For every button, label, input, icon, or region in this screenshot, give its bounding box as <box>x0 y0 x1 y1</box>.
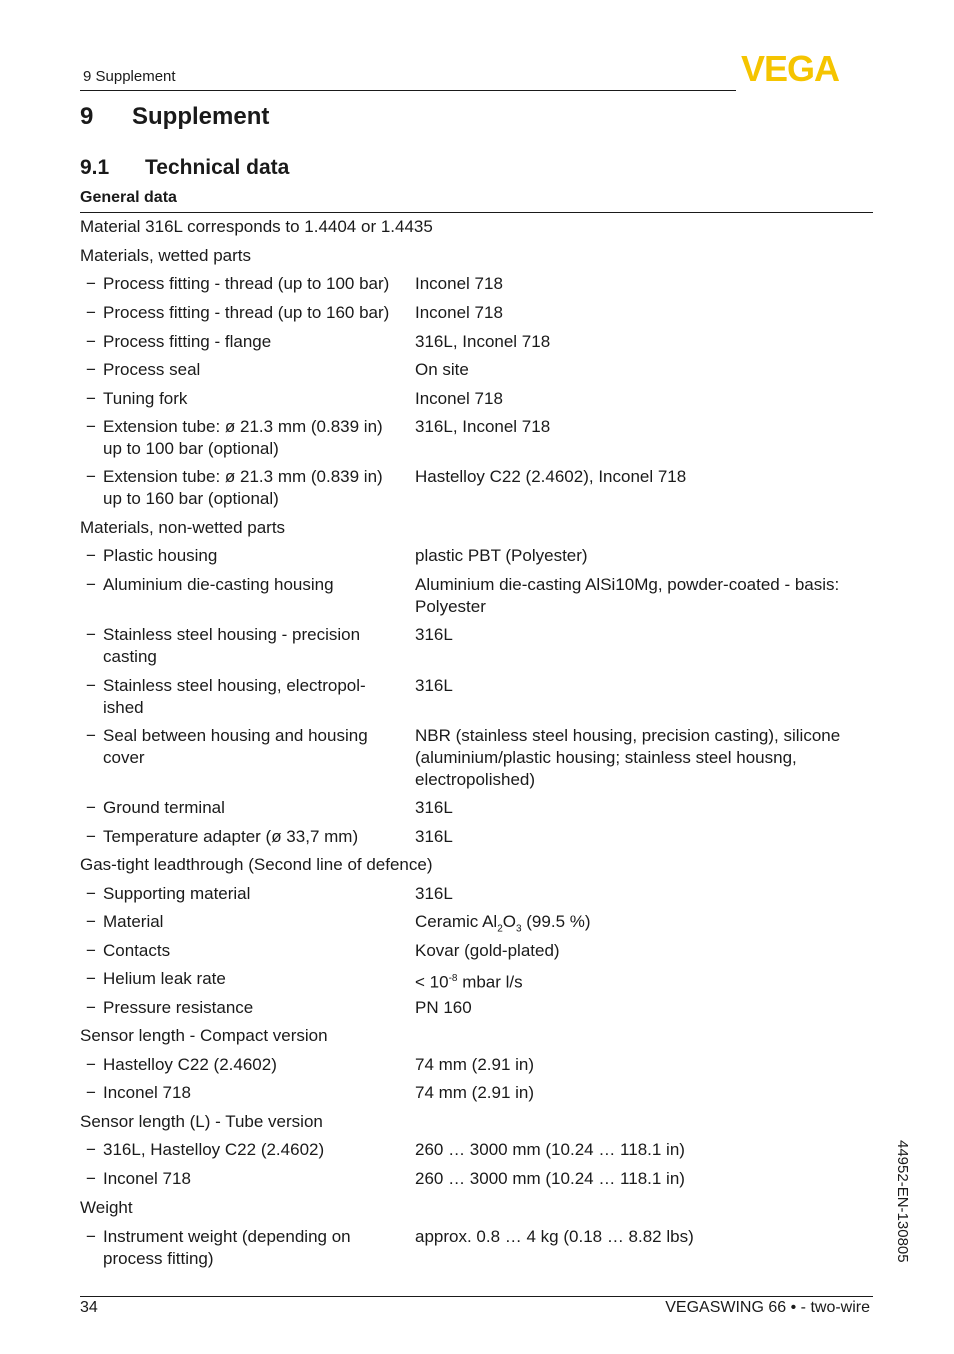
spec-value: 74 mm (2.91 in) <box>415 1083 535 1102</box>
spec-value: 74 mm (2.91 in) <box>415 1055 535 1074</box>
spec-label-text: Seal between housing and housing cover <box>103 726 368 767</box>
spec-label-text: Helium leak rate <box>103 969 226 988</box>
spec-value: 316L <box>415 625 453 644</box>
spec-label <box>86 624 406 668</box>
vega-logo <box>741 52 873 84</box>
bullet-dash: − <box>86 827 96 846</box>
spec-label-text: Tuning fork <box>103 389 188 408</box>
spec-label-text: Stainless steel housing - precision casting <box>103 625 361 666</box>
bullet-dash: − <box>86 1169 96 1188</box>
spec-value: 316L <box>415 884 453 903</box>
subsection-heading: General data <box>80 189 177 206</box>
spec-label-text: Contacts <box>103 941 171 960</box>
spec-value: Ceramic $Al_2O_3$ (99.5 %) <box>415 912 591 935</box>
group-label: Sensor length - Compact version <box>80 1026 328 1045</box>
spec-value: 260 … 3000 mm (10.24 … 118.1 in) <box>415 1140 685 1159</box>
spec-label <box>86 675 406 719</box>
bullet-dash: − <box>86 912 96 931</box>
spec-value: Kovar (gold-plated) <box>415 941 560 960</box>
bullet-dash: − <box>86 360 96 379</box>
bullet-dash: − <box>86 941 96 960</box>
spec-label <box>86 725 406 769</box>
spec-label <box>86 911 406 933</box>
group-label: Materials, wetted parts <box>80 246 252 265</box>
spec-label <box>86 331 406 353</box>
spec-label-text: Supporting material <box>103 884 251 903</box>
spec-value: approx. 0.8 … 4 kg (0.18 … 8.82 lbs) <box>415 1227 694 1246</box>
spec-label <box>86 968 406 990</box>
spec-label <box>86 545 406 567</box>
spec-label <box>86 997 406 1019</box>
spec-label-text: Process fitting - thread (up to 160 bar) <box>103 303 390 322</box>
spec-label <box>86 359 406 381</box>
spec-label <box>86 1054 406 1076</box>
bullet-dash: − <box>86 884 96 903</box>
spec-label-text: Process seal <box>103 360 201 379</box>
spec-label-text: Material <box>103 912 164 931</box>
spec-label <box>86 1139 406 1161</box>
spec-label <box>86 466 406 510</box>
spec-label-text: Aluminium die-casting housing <box>103 575 334 594</box>
bullet-dash: − <box>86 332 96 351</box>
product-name: VEGASWING 66 • - two-wire <box>665 1299 870 1316</box>
spec-label <box>86 1082 406 1104</box>
spec-value: 316L <box>415 676 453 695</box>
section-title: Technical data <box>145 156 290 179</box>
spec-value: Hastelloy C22 (2.4602), Inconel 718 <box>415 467 687 486</box>
spec-label-text: Process fitting - thread (up to 100 bar) <box>103 274 390 293</box>
spec-value: NBR (stainless steel housing, precision casting), silicone (aluminium/plastic housing; stainless steel housng, electropolished) <box>415 726 841 789</box>
spec-label-text: Pressure resistance <box>103 998 254 1017</box>
spec-value: PN 160 <box>415 998 472 1017</box>
spec-value: < $10^{-8}$ mbar l/s <box>415 972 523 992</box>
group-label: Materials, non-wetted parts <box>80 518 286 537</box>
bullet-dash: − <box>86 417 96 436</box>
spec-label-text: Process fitting - flange <box>103 332 272 351</box>
document-code: 44952-EN-130805 <box>894 1140 911 1263</box>
spec-label <box>86 273 406 295</box>
bullet-dash: − <box>86 969 96 988</box>
spec-value: Inconel 718 <box>415 303 503 322</box>
bullet-dash: − <box>86 1227 96 1246</box>
spec-label-text: Stainless steel housing, electropol-ished <box>103 676 366 717</box>
spec-value: Aluminium die-casting AlSi10Mg, powder-coated - basis: Polyester <box>415 575 840 616</box>
spec-value: Inconel 718 <box>415 389 503 408</box>
spec-label-text: 316L, Hastelloy C22 (2.4602) <box>103 1140 325 1159</box>
spec-label-text: Extension tube: ø 21.3 mm (0.839 in) up to 160 bar (optional) <box>103 467 383 508</box>
chapter-heading <box>80 103 269 131</box>
spec-value: Inconel 718 <box>415 274 503 293</box>
subsection-rule <box>80 212 873 213</box>
bullet-dash: − <box>86 1083 96 1102</box>
spec-label-text: Instrument weight (depending on process fitting) <box>103 1227 351 1268</box>
bullet-dash: − <box>86 676 96 695</box>
bullet-dash: − <box>86 389 96 408</box>
group-label: Gas-tight leadthrough (Second line of defence) <box>80 855 433 874</box>
spec-label-text: Temperature adapter (ø 33,7 mm) <box>103 827 359 846</box>
spec-label <box>86 797 406 819</box>
spec-label <box>86 883 406 905</box>
bullet-dash: − <box>86 798 96 817</box>
page-number: 34 <box>80 1299 98 1316</box>
spec-label <box>86 940 406 962</box>
bullet-dash: − <box>86 575 96 594</box>
spec-label-text: Ground terminal <box>103 798 225 817</box>
bullet-dash: − <box>86 303 96 322</box>
bullet-dash: − <box>86 546 96 565</box>
section-heading <box>80 156 289 180</box>
section-number: 9.1 <box>80 156 110 179</box>
spec-label <box>86 416 406 460</box>
chapter-number: 9 <box>80 103 94 130</box>
spec-value: On site <box>415 360 469 379</box>
spec-value: 316L, Inconel 718 <box>415 332 551 351</box>
spec-label-text: Inconel 718 <box>103 1083 191 1102</box>
chapter-title: Supplement <box>132 103 270 130</box>
spec-value: 316L <box>415 827 453 846</box>
group-label: Sensor length (L) - Tube version <box>80 1112 323 1131</box>
spec-label <box>86 826 406 848</box>
spec-label <box>86 1226 406 1270</box>
footer-rule <box>80 1296 873 1297</box>
group-label: Weight <box>80 1198 133 1217</box>
spec-label <box>86 388 406 410</box>
bullet-dash: − <box>86 467 96 486</box>
spec-label-text: Inconel 718 <box>103 1169 191 1188</box>
bullet-dash: − <box>86 998 96 1017</box>
spec-value: plastic PBT (Polyester) <box>415 546 588 565</box>
spec-value: 316L, Inconel 718 <box>415 417 551 436</box>
spec-label-text: Plastic housing <box>103 546 218 565</box>
spec-label <box>86 302 406 324</box>
bullet-dash: − <box>86 1140 96 1159</box>
bullet-dash: − <box>86 1055 96 1074</box>
running-header: 9 Supplement <box>83 68 176 85</box>
spec-value: 260 … 3000 mm (10.24 … 118.1 in) <box>415 1169 685 1188</box>
bullet-dash: − <box>86 726 96 745</box>
bullet-dash: − <box>86 274 96 293</box>
spec-label <box>86 574 406 596</box>
logo-text: VEGA <box>741 52 840 84</box>
spec-label-text: Extension tube: ø 21.3 mm (0.839 in) up to 100 bar (optional) <box>103 417 383 458</box>
spec-label <box>86 1168 406 1190</box>
bullet-dash: − <box>86 625 96 644</box>
header-rule <box>80 90 736 91</box>
group-label: Material 316L corresponds to 1.4404 or 1.4435 <box>80 217 433 236</box>
spec-label-text: Hastelloy C22 (2.4602) <box>103 1055 277 1074</box>
spec-value: 316L <box>415 798 453 817</box>
